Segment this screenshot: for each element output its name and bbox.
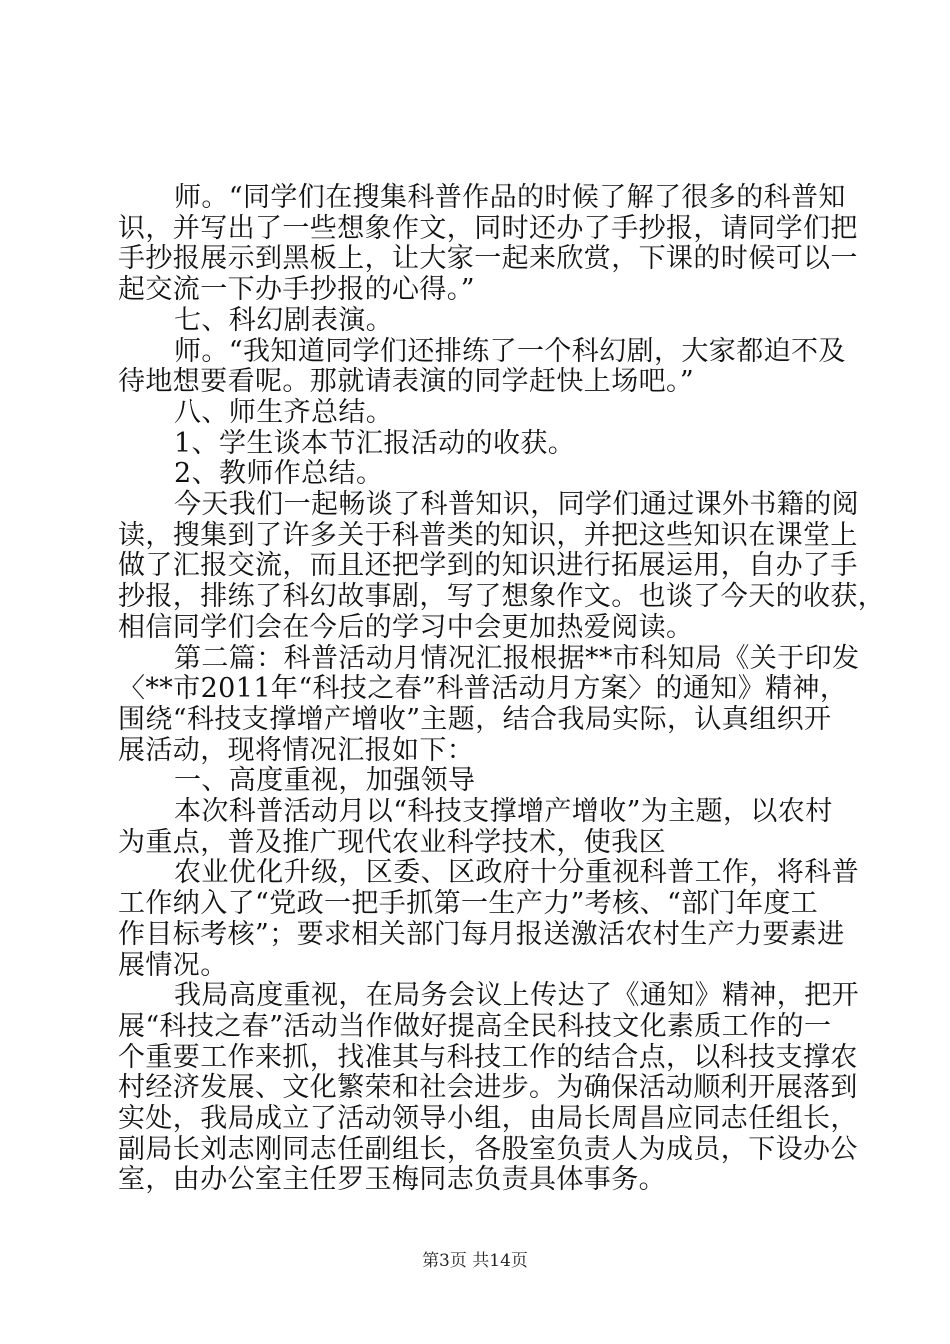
text-line: 个重要工作来抓，找准其与科技工作的结合点，以科技支撑农: [118, 1041, 858, 1073]
text-line: 待地想要看呢。那就请表演的同学赶快上场吧。”: [118, 366, 695, 398]
text-line: 作目标考核”；要求相关部门每月报送激活农村生产力要素进: [118, 918, 845, 950]
text-line: 相信同学们会在今后的学习中会更加热爱阅读。: [118, 611, 694, 643]
text-line: 展“科技之春”活动当作做好提高全民科技文化素质工作的一: [118, 1010, 832, 1042]
text-line: 今天我们一起畅谈了科普知识，同学们通过课外书籍的阅: [174, 489, 859, 520]
text-line: 一、高度重视，加强领导: [174, 765, 476, 797]
text-line: 实处，我局成立了活动领导小组，由局长周昌应同志任组长，: [118, 1103, 858, 1134]
text-line: 2、教师作总结。: [174, 458, 384, 490]
text-line: 村经济发展、文化繁荣和社会进步。为确保活动顺利开展落到: [118, 1072, 858, 1104]
page-number-footer: 第3页 共14页: [422, 1251, 528, 1271]
text-line: 做了汇报交流，而且还把学到的知识进行拓展运用，自办了手: [118, 550, 858, 582]
text-line: 抄报，排练了科幻故事剧，写了想象作文。也谈了今天的收获，: [118, 581, 886, 613]
text-line: 八、师生齐总结。: [174, 396, 394, 428]
text-line: 起交流一下办手抄报的心得。”: [118, 274, 475, 306]
text-line: 识，并写出了一些想象作文，同时还办了手抄报，请同学们把: [118, 212, 858, 244]
text-line: 围绕“科技支撑增产增收”主题，结合我局实际，认真组织开: [118, 703, 832, 735]
text-line: 展活动，现将情况汇报如下：: [118, 734, 475, 766]
text-line: 手抄报展示到黑板上，让大家一起来欣赏，下课的时候可以一: [118, 243, 858, 275]
text-line: 师。“我知道同学们还排练了一个科幻剧，大家都迫不及: [174, 335, 846, 367]
text-line: 工作纳入了“党政一把手抓第一生产力”考核、“部门年度工: [118, 888, 819, 920]
text-line: 我局高度重视，在局务会议上传达了《通知》精神，把开: [174, 980, 859, 1012]
text-line: 读，搜集到了许多关于科普类的知识，并把这些知识在课堂上: [118, 519, 858, 551]
text-line: 农业优化升级，区委、区政府十分重视科普工作，将科普: [174, 857, 859, 889]
text-line: 第二篇：科普活动月情况汇报根据**市科知局《关于印发: [174, 642, 860, 674]
text-line: 〈**市2011年“科技之春”科普活动月方案〉的通知》精神，: [118, 673, 848, 705]
text-line: 七、科幻剧表演。: [174, 304, 394, 336]
text-line: 为重点，普及推广现代农业科学技术，使我区: [118, 826, 666, 858]
text-line: 室，由办公室主任罗玉梅同志负责具体事务。: [118, 1164, 666, 1196]
text-line: 师。“同学们在搜集科普作品的时候了解了很多的科普知: [174, 182, 846, 213]
text-line: 1、学生谈本节汇报活动的收获。: [174, 427, 576, 459]
text-line: 副局长刘志刚同志任副组长，各股室负责人为成员，下设办公: [118, 1133, 858, 1165]
text-line: 本次科普活动月以“科技支撑增产增收”为主题，以农村: [174, 796, 833, 827]
text-line: 展情况。: [118, 949, 228, 981]
